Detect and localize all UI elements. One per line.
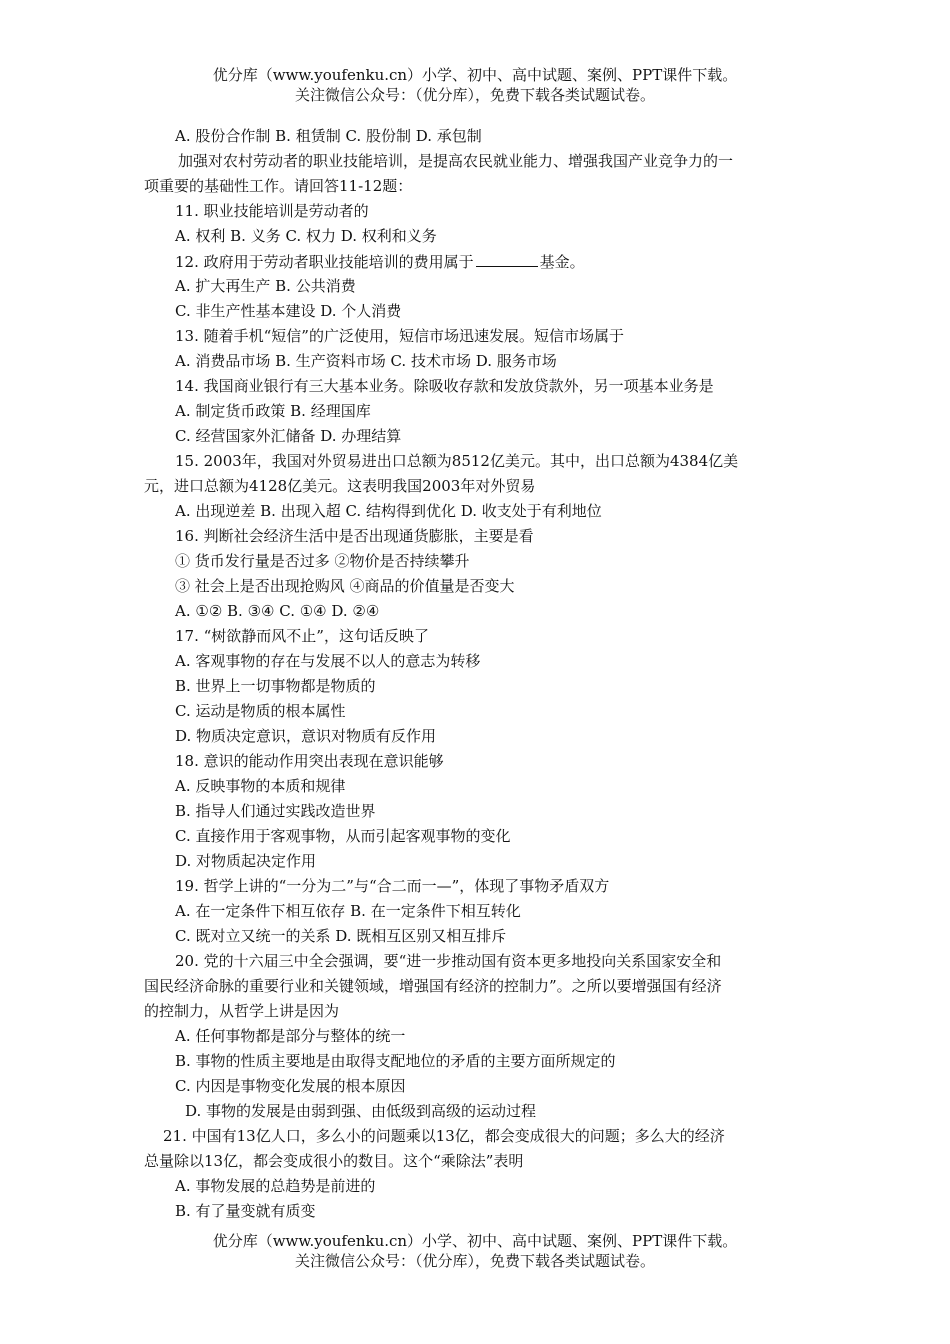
q21-option-a: A. 事物发展的总趋势是前进的 (175, 1177, 376, 1195)
q16-item-34: ③ 社会上是否出现抢购风 ④商品的价值量是否变大 (175, 577, 515, 595)
footer-line-1: 优分库（www.youfenku.cn）小学、初中、高中试题、案例、PPT课件下载。 (212, 1232, 738, 1250)
q20-option-c: C. 内因是事物变化发展的根本原因 (175, 1077, 406, 1095)
q18-option-b: B. 指导人们通过实践改造世界 (175, 802, 376, 820)
q12-options-cd: C. 非生产性基本建设 D. 个人消费 (175, 302, 402, 320)
q15-stem-2: 元，进口总额为4128亿美元。这表明我国2003年对外贸易 (144, 477, 536, 495)
q20-option-d: D. 事物的发展是由弱到强、由低级到高级的运动过程 (185, 1102, 537, 1120)
passage-line-2: 项重要的基础性工作。请回答11-12题： (144, 177, 413, 195)
q20-stem-3: 的控制力，从哲学上讲是因为 (144, 1002, 340, 1020)
q20-option-a: A. 任何事物都是部分与整体的统一 (175, 1027, 406, 1045)
q17-stem: 17. “树欲静而风不止”，这句话反映了 (175, 627, 429, 645)
q17-option-d: D. 物质决定意识，意识对物质有反作用 (175, 727, 437, 745)
q13-stem: 13. 随着手机“短信”的广泛使用，短信市场迅速发展。短信市场属于 (175, 327, 624, 345)
q15-stem-1: 15. 2003年，我国对外贸易进出口总额为8512亿美元。其中，出口总额为4384亿美 (175, 452, 739, 470)
q12-stem-end: 基金。 (539, 253, 585, 271)
q10-options: A. 股份合作制 B. 租赁制 C. 股份制 D. 承包制 (175, 127, 482, 145)
q21-stem-2: 总量除以13亿，都会变成很小的数目。这个“乘除法”表明 (144, 1152, 524, 1170)
q14-stem: 14. 我国商业银行有三大基本业务。除吸收存款和发放贷款外，另一项基本业务是 (175, 377, 714, 395)
q17-option-a: A. 客观事物的存在与发展不以人的意志为转移 (175, 652, 481, 670)
q17-option-b: B. 世界上一切事物都是物质的 (175, 677, 376, 695)
q11-options: A. 权利 B. 义务 C. 权力 D. 权利和义务 (175, 227, 437, 245)
q15-options: A. 出现逆差 B. 出现入超 C. 结构得到优化 D. 收支处于有利地位 (175, 502, 602, 520)
q12-options-ab: A. 扩大再生产 B. 公共消费 (175, 277, 356, 295)
q12-stem-text: 12. 政府用于劳动者职业技能培训的费用属于 (175, 253, 474, 271)
q14-options-cd: C. 经营国家外汇储备 D. 办理结算 (175, 427, 402, 445)
footer-line-2: 关注微信公众号：（优分库），免费下载各类试题试卷。 (294, 1252, 655, 1270)
q16-item-12: ① 货币发行量是否过多 ②物价是否持续攀升 (175, 552, 470, 570)
q21-stem-1: 21. 中国有13亿人口，多么小的问题乘以13亿，都会变成很大的问题；多么大的经济 (163, 1127, 725, 1145)
q19-stem: 19. 哲学上讲的“一分为二”与“合二而一—”，体现了事物矛盾双方 (175, 877, 610, 895)
q18-option-d: D. 对物质起决定作用 (175, 852, 317, 870)
header-line-2: 关注微信公众号：（优分库），免费下载各类试题试卷。 (294, 86, 655, 104)
q14-options-ab: A. 制定货币政策 B. 经理国库 (175, 402, 371, 420)
q20-stem-2: 国民经济命脉的重要行业和关键领域，增强国有经济的控制力”。之所以要增强国有经济 (144, 977, 722, 995)
q19-options-ab: A. 在一定条件下相互依存 B. 在一定条件下相互转化 (175, 902, 521, 920)
header-line-1: 优分库（www.youfenku.cn）小学、初中、高中试题、案例、PPT课件下载。 (212, 66, 738, 84)
q20-stem-1: 20. 党的十六届三中全会强调，要“进一步推动国有资本更多地投向关系国家安全和 (175, 952, 722, 970)
q16-options: A. ①② B. ③④ C. ①④ D. ②④ (175, 602, 380, 620)
q18-option-c: C. 直接作用于客观事物，从而引起客观事物的变化 (175, 827, 511, 845)
fill-blank (476, 252, 538, 267)
q21-option-b: B. 有了量变就有质变 (175, 1202, 316, 1220)
q16-stem: 16. 判断社会经济生活中是否出现通货膨胀，主要是看 (175, 527, 534, 545)
q12-stem (175, 252, 585, 271)
q19-options-cd: C. 既对立又统一的关系 D. 既相互区别又相互排斥 (175, 927, 507, 945)
q17-option-c: C. 运动是物质的根本属性 (175, 702, 346, 720)
q20-option-b: B. 事物的性质主要地是由取得支配地位的矛盾的主要方面所规定的 (175, 1052, 616, 1070)
q11-stem: 11. 职业技能培训是劳动者的 (175, 202, 369, 220)
q18-stem: 18. 意识的能动作用突出表现在意识能够 (175, 752, 444, 770)
passage-line-1: 加强对农村劳动者的职业技能培训，是提高农民就业能力、增强我国产业竞争力的一 (178, 152, 734, 170)
q13-options: A. 消费品市场 B. 生产资料市场 C. 技术市场 D. 服务市场 (175, 352, 557, 370)
q18-option-a: A. 反映事物的本质和规律 (175, 777, 346, 795)
